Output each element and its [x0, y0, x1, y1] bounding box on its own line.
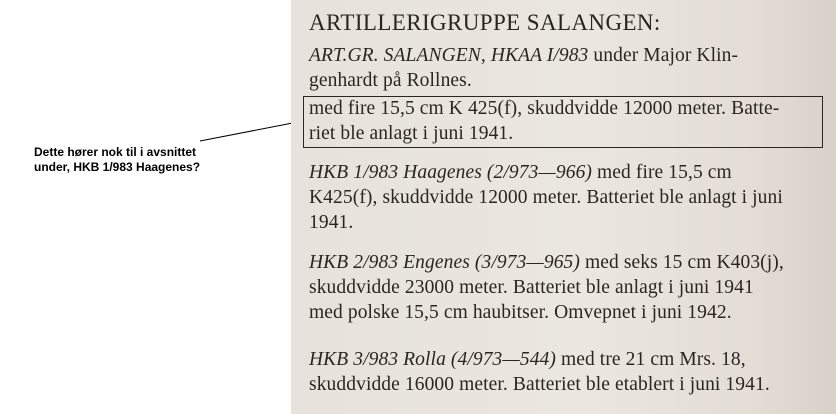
page-heading: ARTILLERIGRUPPE SALANGEN:	[309, 10, 661, 35]
scanned-page	[291, 0, 836, 414]
paragraph-text: med tre 21 cm Mrs. 18,	[555, 349, 746, 370]
paragraph-text: med fire 15,5 cm	[592, 162, 732, 183]
paragraph-text: under Major Klin-	[588, 45, 739, 66]
paragraph-3-line-3: med polske 15,5 cm haubitser. Omvepnet i juni 1942.	[309, 302, 732, 323]
unit-designation: HKB 1/983 Haagenes (2/973—966)	[309, 162, 593, 183]
unit-designation: HKB 3/983 Rolla (4/973—544)	[309, 349, 556, 370]
unit-designation: ART.GR. SALANGEN, HKAA I/983	[309, 45, 589, 66]
paragraph-3-line-2: skuddvidde 23000 meter. Batteriet ble anlagt i juni 1941	[309, 277, 754, 298]
paragraph-4-line-1	[309, 349, 746, 371]
paragraph-text: med seks 15 cm K403(j),	[580, 252, 784, 273]
boxed-line-1: med fire 15,5 cm K 425(f), skuddvidde 12000 meter. Batte-	[309, 98, 780, 119]
paragraph-1-line-1	[309, 45, 738, 67]
paragraph-4-line-2: skuddvidde 16000 meter. Batteriet ble etablert i juni 1941.	[309, 374, 770, 395]
paragraph-2-line-3: 1941.	[309, 212, 354, 233]
paragraph-1-line-2: genhardt på Rollnes.	[309, 70, 472, 91]
annotation-line-1: Dette hører nok til i avsnittet	[34, 145, 197, 159]
paragraph-3-line-1	[309, 252, 784, 274]
unit-designation: HKB 2/983 Engenes (3/973—965)	[309, 252, 580, 273]
paragraph-2-line-2: K425(f), skuddvidde 12000 meter. Batteriet ble anlagt i juni	[309, 187, 783, 208]
paragraph-2-line-1	[309, 162, 732, 184]
boxed-line-2: riet ble anlagt i juni 1941.	[309, 123, 514, 144]
annotation-line-2: under, HKB 1/983 Haagenes?	[34, 160, 201, 174]
